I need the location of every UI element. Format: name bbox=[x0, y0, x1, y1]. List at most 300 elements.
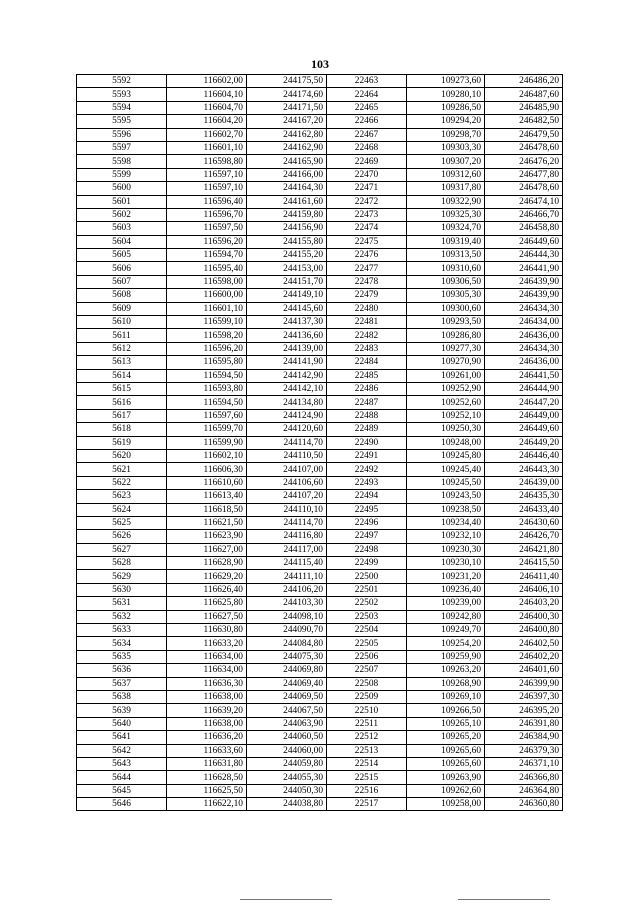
table-row bbox=[77, 115, 563, 128]
point-number-left-cell: 5598 bbox=[77, 155, 167, 168]
y-coordinate-left-cell: 244171,50 bbox=[247, 101, 327, 114]
y-coordinate-left-cell: 244069,40 bbox=[247, 677, 327, 690]
y-coordinate-left-cell: 244111,10 bbox=[247, 570, 327, 583]
x-coordinate-left-cell: 116633,20 bbox=[167, 637, 247, 650]
page-number: 103 bbox=[311, 57, 329, 71]
y-coordinate-right-cell: 246421,80 bbox=[485, 543, 563, 556]
point-number-right-cell: 22492 bbox=[327, 463, 407, 476]
point-number-left-cell: 5616 bbox=[77, 396, 167, 409]
table-row bbox=[77, 650, 563, 663]
y-coordinate-left-cell: 244084,80 bbox=[247, 637, 327, 650]
point-number-right-cell: 22486 bbox=[327, 382, 407, 395]
x-coordinate-right-cell: 109277,30 bbox=[407, 342, 485, 355]
x-coordinate-right-cell: 109266,50 bbox=[407, 704, 485, 717]
y-coordinate-right-cell: 246384,90 bbox=[485, 731, 563, 744]
y-coordinate-left-cell: 244103,30 bbox=[247, 597, 327, 610]
table-row bbox=[77, 155, 563, 168]
table-row bbox=[77, 141, 563, 154]
point-number-left-cell: 5641 bbox=[77, 731, 167, 744]
y-coordinate-right-cell: 246364,80 bbox=[485, 784, 563, 797]
point-number-right-cell: 22482 bbox=[327, 329, 407, 342]
point-number-left-cell: 5620 bbox=[77, 449, 167, 462]
y-coordinate-left-cell: 244115,40 bbox=[247, 557, 327, 570]
x-coordinate-right-cell: 109259,90 bbox=[407, 650, 485, 663]
point-number-left-cell: 5607 bbox=[77, 275, 167, 288]
table-row bbox=[77, 557, 563, 570]
point-number-left-cell: 5640 bbox=[77, 717, 167, 730]
x-coordinate-left-cell: 116638,00 bbox=[167, 690, 247, 703]
point-number-left-cell: 5601 bbox=[77, 195, 167, 208]
point-number-left-cell: 5646 bbox=[77, 798, 167, 811]
x-coordinate-right-cell: 109268,90 bbox=[407, 677, 485, 690]
point-number-left-cell: 5622 bbox=[77, 476, 167, 489]
x-coordinate-right-cell: 109252,10 bbox=[407, 409, 485, 422]
x-coordinate-right-cell: 109261,00 bbox=[407, 369, 485, 382]
table-row bbox=[77, 75, 563, 88]
y-coordinate-left-cell: 244069,50 bbox=[247, 690, 327, 703]
y-coordinate-right-cell: 246486,20 bbox=[485, 75, 563, 88]
x-coordinate-left-cell: 116597,50 bbox=[167, 222, 247, 235]
point-number-right-cell: 22516 bbox=[327, 784, 407, 797]
x-coordinate-left-cell: 116595,80 bbox=[167, 356, 247, 369]
footer-rule-left bbox=[240, 899, 332, 900]
y-coordinate-left-cell: 244075,30 bbox=[247, 650, 327, 663]
table-row bbox=[77, 275, 563, 288]
coordinates-table bbox=[76, 74, 563, 811]
x-coordinate-right-cell: 109307,20 bbox=[407, 155, 485, 168]
table-row bbox=[77, 182, 563, 195]
y-coordinate-right-cell: 246476,20 bbox=[485, 155, 563, 168]
x-coordinate-left-cell: 116601,10 bbox=[167, 302, 247, 315]
x-coordinate-right-cell: 109243,50 bbox=[407, 490, 485, 503]
point-number-left-cell: 5629 bbox=[77, 570, 167, 583]
table-row bbox=[77, 543, 563, 556]
point-number-right-cell: 22467 bbox=[327, 128, 407, 141]
y-coordinate-right-cell: 246402,50 bbox=[485, 637, 563, 650]
point-number-right-cell: 22488 bbox=[327, 409, 407, 422]
y-coordinate-right-cell: 246482,50 bbox=[485, 115, 563, 128]
point-number-left-cell: 5645 bbox=[77, 784, 167, 797]
table-row bbox=[77, 798, 563, 811]
y-coordinate-right-cell: 246478,60 bbox=[485, 141, 563, 154]
table-row bbox=[77, 476, 563, 489]
x-coordinate-right-cell: 109238,50 bbox=[407, 503, 485, 516]
point-number-right-cell: 22490 bbox=[327, 436, 407, 449]
x-coordinate-left-cell: 116625,50 bbox=[167, 784, 247, 797]
table-row bbox=[77, 637, 563, 650]
point-number-right-cell: 22470 bbox=[327, 168, 407, 181]
table-row bbox=[77, 382, 563, 395]
point-number-left-cell: 5611 bbox=[77, 329, 167, 342]
y-coordinate-left-cell: 244174,60 bbox=[247, 88, 327, 101]
x-coordinate-left-cell: 116594,70 bbox=[167, 249, 247, 262]
x-coordinate-left-cell: 116598,00 bbox=[167, 275, 247, 288]
y-coordinate-right-cell: 246444,90 bbox=[485, 382, 563, 395]
y-coordinate-right-cell: 246401,60 bbox=[485, 664, 563, 677]
x-coordinate-right-cell: 109230,10 bbox=[407, 557, 485, 570]
point-number-left-cell: 5603 bbox=[77, 222, 167, 235]
y-coordinate-left-cell: 244155,80 bbox=[247, 235, 327, 248]
x-coordinate-left-cell: 116599,10 bbox=[167, 316, 247, 329]
table-row bbox=[77, 610, 563, 623]
table-row bbox=[77, 302, 563, 315]
table-row bbox=[77, 597, 563, 610]
y-coordinate-left-cell: 244098,10 bbox=[247, 610, 327, 623]
y-coordinate-right-cell: 246406,10 bbox=[485, 583, 563, 596]
point-number-right-cell: 22471 bbox=[327, 182, 407, 195]
point-number-left-cell: 5621 bbox=[77, 463, 167, 476]
y-coordinate-right-cell: 246487,60 bbox=[485, 88, 563, 101]
x-coordinate-left-cell: 116596,70 bbox=[167, 208, 247, 221]
table-row bbox=[77, 664, 563, 677]
table-row bbox=[77, 329, 563, 342]
x-coordinate-left-cell: 116613,40 bbox=[167, 490, 247, 503]
y-coordinate-left-cell: 244060,50 bbox=[247, 731, 327, 744]
y-coordinate-right-cell: 246391,80 bbox=[485, 717, 563, 730]
y-coordinate-right-cell: 246439,00 bbox=[485, 476, 563, 489]
y-coordinate-right-cell: 246411,40 bbox=[485, 570, 563, 583]
table-row bbox=[77, 757, 563, 770]
x-coordinate-left-cell: 116600,00 bbox=[167, 289, 247, 302]
point-number-right-cell: 22465 bbox=[327, 101, 407, 114]
table-row bbox=[77, 369, 563, 382]
y-coordinate-left-cell: 244159,80 bbox=[247, 208, 327, 221]
x-coordinate-left-cell: 116629,20 bbox=[167, 570, 247, 583]
point-number-left-cell: 5633 bbox=[77, 624, 167, 637]
point-number-left-cell: 5632 bbox=[77, 610, 167, 623]
x-coordinate-left-cell: 116627,00 bbox=[167, 543, 247, 556]
y-coordinate-right-cell: 246446,40 bbox=[485, 449, 563, 462]
point-number-right-cell: 22485 bbox=[327, 369, 407, 382]
x-coordinate-right-cell: 109300,60 bbox=[407, 302, 485, 315]
x-coordinate-right-cell: 109305,30 bbox=[407, 289, 485, 302]
table-row bbox=[77, 423, 563, 436]
y-coordinate-left-cell: 244134,80 bbox=[247, 396, 327, 409]
x-coordinate-left-cell: 116623,90 bbox=[167, 530, 247, 543]
x-coordinate-right-cell: 109273,60 bbox=[407, 75, 485, 88]
y-coordinate-left-cell: 244117,00 bbox=[247, 543, 327, 556]
y-coordinate-left-cell: 244107,00 bbox=[247, 463, 327, 476]
y-coordinate-left-cell: 244050,30 bbox=[247, 784, 327, 797]
x-coordinate-right-cell: 109322,90 bbox=[407, 195, 485, 208]
point-number-left-cell: 5623 bbox=[77, 490, 167, 503]
y-coordinate-left-cell: 244120,60 bbox=[247, 423, 327, 436]
table-row bbox=[77, 195, 563, 208]
y-coordinate-left-cell: 244110,10 bbox=[247, 503, 327, 516]
point-number-left-cell: 5639 bbox=[77, 704, 167, 717]
x-coordinate-right-cell: 109245,50 bbox=[407, 476, 485, 489]
y-coordinate-right-cell: 246379,30 bbox=[485, 744, 563, 757]
y-coordinate-right-cell: 246360,80 bbox=[485, 798, 563, 811]
y-coordinate-left-cell: 244060,00 bbox=[247, 744, 327, 757]
point-number-left-cell: 5596 bbox=[77, 128, 167, 141]
x-coordinate-left-cell: 116598,80 bbox=[167, 155, 247, 168]
y-coordinate-right-cell: 246371,10 bbox=[485, 757, 563, 770]
x-coordinate-left-cell: 116602,10 bbox=[167, 449, 247, 462]
x-coordinate-left-cell: 116628,90 bbox=[167, 557, 247, 570]
point-number-left-cell: 5609 bbox=[77, 302, 167, 315]
point-number-right-cell: 22473 bbox=[327, 208, 407, 221]
point-number-left-cell: 5612 bbox=[77, 342, 167, 355]
y-coordinate-left-cell: 244162,90 bbox=[247, 141, 327, 154]
point-number-right-cell: 22511 bbox=[327, 717, 407, 730]
y-coordinate-right-cell: 246397,30 bbox=[485, 690, 563, 703]
table-row bbox=[77, 771, 563, 784]
point-number-left-cell: 5637 bbox=[77, 677, 167, 690]
y-coordinate-left-cell: 244167,20 bbox=[247, 115, 327, 128]
point-number-right-cell: 22506 bbox=[327, 650, 407, 663]
y-coordinate-right-cell: 246485,90 bbox=[485, 101, 563, 114]
x-coordinate-left-cell: 116597,10 bbox=[167, 168, 247, 181]
x-coordinate-right-cell: 109306,50 bbox=[407, 275, 485, 288]
x-coordinate-left-cell: 116594,50 bbox=[167, 396, 247, 409]
x-coordinate-right-cell: 109265,20 bbox=[407, 731, 485, 744]
x-coordinate-right-cell: 109293,50 bbox=[407, 316, 485, 329]
x-coordinate-left-cell: 116604,20 bbox=[167, 115, 247, 128]
y-coordinate-right-cell: 246477,80 bbox=[485, 168, 563, 181]
y-coordinate-left-cell: 244175,50 bbox=[247, 75, 327, 88]
x-coordinate-right-cell: 109317,80 bbox=[407, 182, 485, 195]
x-coordinate-right-cell: 109245,80 bbox=[407, 449, 485, 462]
x-coordinate-right-cell: 109236,40 bbox=[407, 583, 485, 596]
point-number-right-cell: 22508 bbox=[327, 677, 407, 690]
x-coordinate-left-cell: 116599,90 bbox=[167, 436, 247, 449]
x-coordinate-left-cell: 116621,50 bbox=[167, 516, 247, 529]
x-coordinate-right-cell: 109263,20 bbox=[407, 664, 485, 677]
x-coordinate-left-cell: 116598,20 bbox=[167, 329, 247, 342]
x-coordinate-right-cell: 109258,00 bbox=[407, 798, 485, 811]
point-number-right-cell: 22489 bbox=[327, 423, 407, 436]
y-coordinate-left-cell: 244116,80 bbox=[247, 530, 327, 543]
point-number-right-cell: 22464 bbox=[327, 88, 407, 101]
y-coordinate-left-cell: 244110,50 bbox=[247, 449, 327, 462]
x-coordinate-left-cell: 116596,20 bbox=[167, 235, 247, 248]
x-coordinate-left-cell: 116604,70 bbox=[167, 101, 247, 114]
x-coordinate-left-cell: 116597,60 bbox=[167, 409, 247, 422]
point-number-left-cell: 5636 bbox=[77, 664, 167, 677]
y-coordinate-left-cell: 244059,80 bbox=[247, 757, 327, 770]
x-coordinate-right-cell: 109245,40 bbox=[407, 463, 485, 476]
x-coordinate-left-cell: 116604,10 bbox=[167, 88, 247, 101]
y-coordinate-left-cell: 244136,60 bbox=[247, 329, 327, 342]
y-coordinate-right-cell: 246449,00 bbox=[485, 409, 563, 422]
y-coordinate-right-cell: 246479,50 bbox=[485, 128, 563, 141]
table-row bbox=[77, 449, 563, 462]
table-row bbox=[77, 128, 563, 141]
point-number-right-cell: 22501 bbox=[327, 583, 407, 596]
x-coordinate-left-cell: 116633,60 bbox=[167, 744, 247, 757]
point-number-left-cell: 5617 bbox=[77, 409, 167, 422]
y-coordinate-left-cell: 244069,80 bbox=[247, 664, 327, 677]
point-number-left-cell: 5614 bbox=[77, 369, 167, 382]
point-number-right-cell: 22477 bbox=[327, 262, 407, 275]
y-coordinate-left-cell: 244149,10 bbox=[247, 289, 327, 302]
table-row bbox=[77, 262, 563, 275]
x-coordinate-left-cell: 116636,30 bbox=[167, 677, 247, 690]
x-coordinate-left-cell: 116625,80 bbox=[167, 597, 247, 610]
y-coordinate-left-cell: 244067,50 bbox=[247, 704, 327, 717]
point-number-right-cell: 22517 bbox=[327, 798, 407, 811]
x-coordinate-right-cell: 109254,20 bbox=[407, 637, 485, 650]
point-number-left-cell: 5638 bbox=[77, 690, 167, 703]
table-row bbox=[77, 690, 563, 703]
table-row bbox=[77, 208, 563, 221]
point-number-right-cell: 22498 bbox=[327, 543, 407, 556]
x-coordinate-right-cell: 109319,40 bbox=[407, 235, 485, 248]
x-coordinate-right-cell: 109310,60 bbox=[407, 262, 485, 275]
table-row bbox=[77, 717, 563, 730]
x-coordinate-left-cell: 116601,10 bbox=[167, 141, 247, 154]
point-number-right-cell: 22510 bbox=[327, 704, 407, 717]
table-row bbox=[77, 342, 563, 355]
y-coordinate-right-cell: 246441,90 bbox=[485, 262, 563, 275]
y-coordinate-left-cell: 244139,00 bbox=[247, 342, 327, 355]
point-number-left-cell: 5610 bbox=[77, 316, 167, 329]
y-coordinate-left-cell: 244161,60 bbox=[247, 195, 327, 208]
point-number-left-cell: 5625 bbox=[77, 516, 167, 529]
x-coordinate-right-cell: 109249,70 bbox=[407, 624, 485, 637]
table-row bbox=[77, 583, 563, 596]
x-coordinate-right-cell: 109303,30 bbox=[407, 141, 485, 154]
y-coordinate-right-cell: 246400,80 bbox=[485, 624, 563, 637]
point-number-right-cell: 22475 bbox=[327, 235, 407, 248]
y-coordinate-right-cell: 246433,40 bbox=[485, 503, 563, 516]
point-number-left-cell: 5626 bbox=[77, 530, 167, 543]
point-number-left-cell: 5627 bbox=[77, 543, 167, 556]
point-number-left-cell: 5594 bbox=[77, 101, 167, 114]
x-coordinate-left-cell: 116594,50 bbox=[167, 369, 247, 382]
y-coordinate-left-cell: 244156,90 bbox=[247, 222, 327, 235]
y-coordinate-left-cell: 244107,20 bbox=[247, 490, 327, 503]
y-coordinate-left-cell: 244038,80 bbox=[247, 798, 327, 811]
x-coordinate-right-cell: 109324,70 bbox=[407, 222, 485, 235]
point-number-right-cell: 22497 bbox=[327, 530, 407, 543]
point-number-left-cell: 5613 bbox=[77, 356, 167, 369]
y-coordinate-right-cell: 246415,50 bbox=[485, 557, 563, 570]
y-coordinate-right-cell: 246402,20 bbox=[485, 650, 563, 663]
x-coordinate-right-cell: 109250,30 bbox=[407, 423, 485, 436]
y-coordinate-right-cell: 246434,30 bbox=[485, 342, 563, 355]
x-coordinate-right-cell: 109286,80 bbox=[407, 329, 485, 342]
y-coordinate-left-cell: 244124,90 bbox=[247, 409, 327, 422]
point-number-right-cell: 22466 bbox=[327, 115, 407, 128]
point-number-right-cell: 22484 bbox=[327, 356, 407, 369]
point-number-right-cell: 22469 bbox=[327, 155, 407, 168]
y-coordinate-left-cell: 244153,00 bbox=[247, 262, 327, 275]
y-coordinate-right-cell: 246403,20 bbox=[485, 597, 563, 610]
point-number-left-cell: 5604 bbox=[77, 235, 167, 248]
point-number-left-cell: 5619 bbox=[77, 436, 167, 449]
y-coordinate-left-cell: 244145,60 bbox=[247, 302, 327, 315]
point-number-right-cell: 22499 bbox=[327, 557, 407, 570]
point-number-left-cell: 5605 bbox=[77, 249, 167, 262]
x-coordinate-left-cell: 116636,20 bbox=[167, 731, 247, 744]
y-coordinate-right-cell: 246400,30 bbox=[485, 610, 563, 623]
y-coordinate-right-cell: 246439,90 bbox=[485, 275, 563, 288]
x-coordinate-left-cell: 116596,20 bbox=[167, 342, 247, 355]
y-coordinate-right-cell: 246366,80 bbox=[485, 771, 563, 784]
y-coordinate-left-cell: 244141,90 bbox=[247, 356, 327, 369]
table-row bbox=[77, 436, 563, 449]
y-coordinate-left-cell: 244155,20 bbox=[247, 249, 327, 262]
point-number-right-cell: 22494 bbox=[327, 490, 407, 503]
x-coordinate-left-cell: 116606,30 bbox=[167, 463, 247, 476]
point-number-right-cell: 22514 bbox=[327, 757, 407, 770]
x-coordinate-right-cell: 109325,30 bbox=[407, 208, 485, 221]
point-number-left-cell: 5593 bbox=[77, 88, 167, 101]
x-coordinate-right-cell: 109298,70 bbox=[407, 128, 485, 141]
x-coordinate-right-cell: 109230,30 bbox=[407, 543, 485, 556]
point-number-left-cell: 5602 bbox=[77, 208, 167, 221]
x-coordinate-left-cell: 116631,80 bbox=[167, 757, 247, 770]
y-coordinate-right-cell: 246426,70 bbox=[485, 530, 563, 543]
table-row bbox=[77, 235, 563, 248]
y-coordinate-left-cell: 244063,90 bbox=[247, 717, 327, 730]
x-coordinate-right-cell: 109265,60 bbox=[407, 744, 485, 757]
y-coordinate-right-cell: 246441,50 bbox=[485, 369, 563, 382]
x-coordinate-left-cell: 116618,50 bbox=[167, 503, 247, 516]
x-coordinate-right-cell: 109231,20 bbox=[407, 570, 485, 583]
point-number-right-cell: 22513 bbox=[327, 744, 407, 757]
point-number-left-cell: 5597 bbox=[77, 141, 167, 154]
y-coordinate-left-cell: 244106,60 bbox=[247, 476, 327, 489]
point-number-left-cell: 5606 bbox=[77, 262, 167, 275]
table-row bbox=[77, 463, 563, 476]
y-coordinate-left-cell: 244166,00 bbox=[247, 168, 327, 181]
x-coordinate-left-cell: 116602,70 bbox=[167, 128, 247, 141]
x-coordinate-left-cell: 116622,10 bbox=[167, 798, 247, 811]
footer-rule-right bbox=[458, 899, 550, 900]
x-coordinate-right-cell: 109269,10 bbox=[407, 690, 485, 703]
x-coordinate-left-cell: 116626,40 bbox=[167, 583, 247, 596]
x-coordinate-left-cell: 116639,20 bbox=[167, 704, 247, 717]
point-number-left-cell: 5630 bbox=[77, 583, 167, 596]
y-coordinate-left-cell: 244142,90 bbox=[247, 369, 327, 382]
x-coordinate-left-cell: 116630,80 bbox=[167, 624, 247, 637]
y-coordinate-right-cell: 246474,10 bbox=[485, 195, 563, 208]
y-coordinate-right-cell: 246447,20 bbox=[485, 396, 563, 409]
point-number-right-cell: 22502 bbox=[327, 597, 407, 610]
table-row bbox=[77, 677, 563, 690]
x-coordinate-right-cell: 109252,60 bbox=[407, 396, 485, 409]
x-coordinate-right-cell: 109262,60 bbox=[407, 784, 485, 797]
y-coordinate-right-cell: 246458,80 bbox=[485, 222, 563, 235]
y-coordinate-right-cell: 246444,30 bbox=[485, 249, 563, 262]
table-row bbox=[77, 316, 563, 329]
y-coordinate-left-cell: 244090,70 bbox=[247, 624, 327, 637]
table-row bbox=[77, 356, 563, 369]
x-coordinate-right-cell: 109286,50 bbox=[407, 101, 485, 114]
table-row bbox=[77, 624, 563, 637]
table-row bbox=[77, 784, 563, 797]
y-coordinate-right-cell: 246434,30 bbox=[485, 302, 563, 315]
point-number-left-cell: 5628 bbox=[77, 557, 167, 570]
point-number-right-cell: 22493 bbox=[327, 476, 407, 489]
x-coordinate-right-cell: 109242,80 bbox=[407, 610, 485, 623]
y-coordinate-left-cell: 244165,90 bbox=[247, 155, 327, 168]
x-coordinate-right-cell: 109234,40 bbox=[407, 516, 485, 529]
x-coordinate-right-cell: 109280,10 bbox=[407, 88, 485, 101]
point-number-left-cell: 5595 bbox=[77, 115, 167, 128]
x-coordinate-right-cell: 109313,50 bbox=[407, 249, 485, 262]
y-coordinate-left-cell: 244162,80 bbox=[247, 128, 327, 141]
x-coordinate-right-cell: 109312,60 bbox=[407, 168, 485, 181]
x-coordinate-left-cell: 116634,00 bbox=[167, 650, 247, 663]
point-number-right-cell: 22463 bbox=[327, 75, 407, 88]
table-row bbox=[77, 409, 563, 422]
y-coordinate-right-cell: 246449,60 bbox=[485, 423, 563, 436]
point-number-right-cell: 22478 bbox=[327, 275, 407, 288]
